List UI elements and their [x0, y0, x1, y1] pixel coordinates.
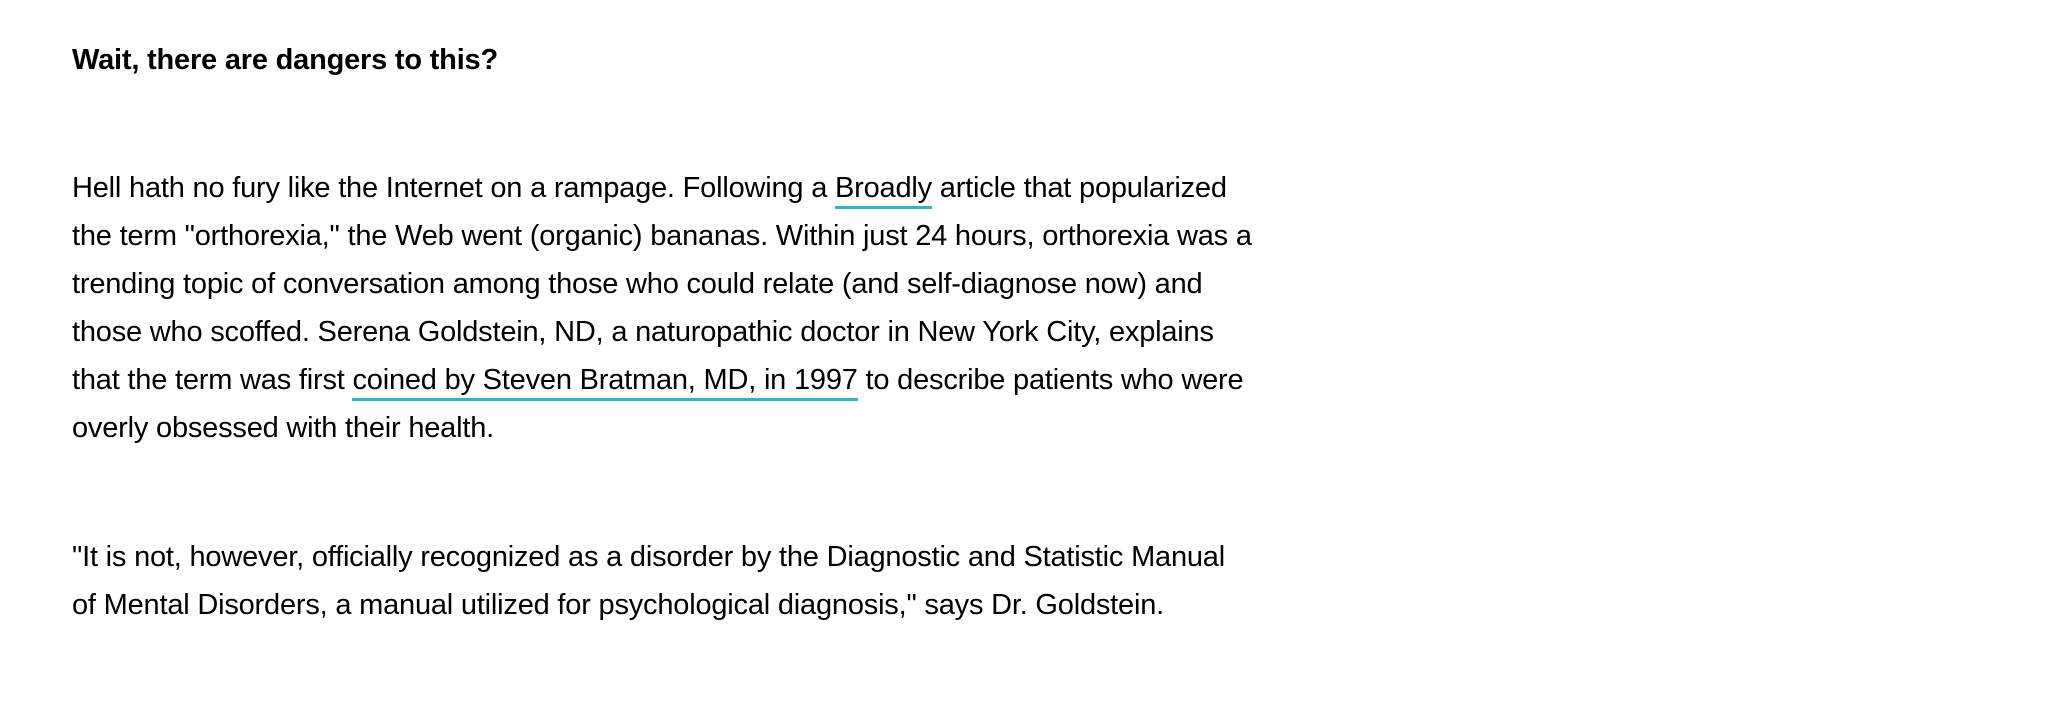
section-heading: Wait, there are dangers to this? — [72, 44, 498, 76]
bratman-link[interactable]: coined by Steven Bratman, MD, in 1997 — [352, 364, 857, 401]
paragraph-text: to describe patients who were overly obsessed with their health. — [72, 364, 1244, 444]
broadly-link[interactable]: Broadly — [835, 172, 932, 209]
paragraph-text: Hell hath no fury like the Internet on a rampage. Following a — [72, 172, 835, 204]
article-body — [72, 36, 1252, 629]
paragraph-text: article that popularized the term "orthorexia," the Web went (organic) bananas. Within just 24 hours, orthorexia was a trending topic of conversation among those who could relate (and self-diagnose now) and those who scoffed. Serena Goldstein, ND, a naturopathic doctor in New York City, explains that the term was first — [72, 172, 1252, 396]
paragraph-orthorexia-origin — [72, 164, 1252, 452]
paragraph-dsm-quote: "It is not, however, officially recognized as a disorder by the Diagnostic and Statistic Manual of Mental Disorders, a manual utilized for psychological diagnosis," says Dr. Goldstein. — [72, 541, 1225, 621]
